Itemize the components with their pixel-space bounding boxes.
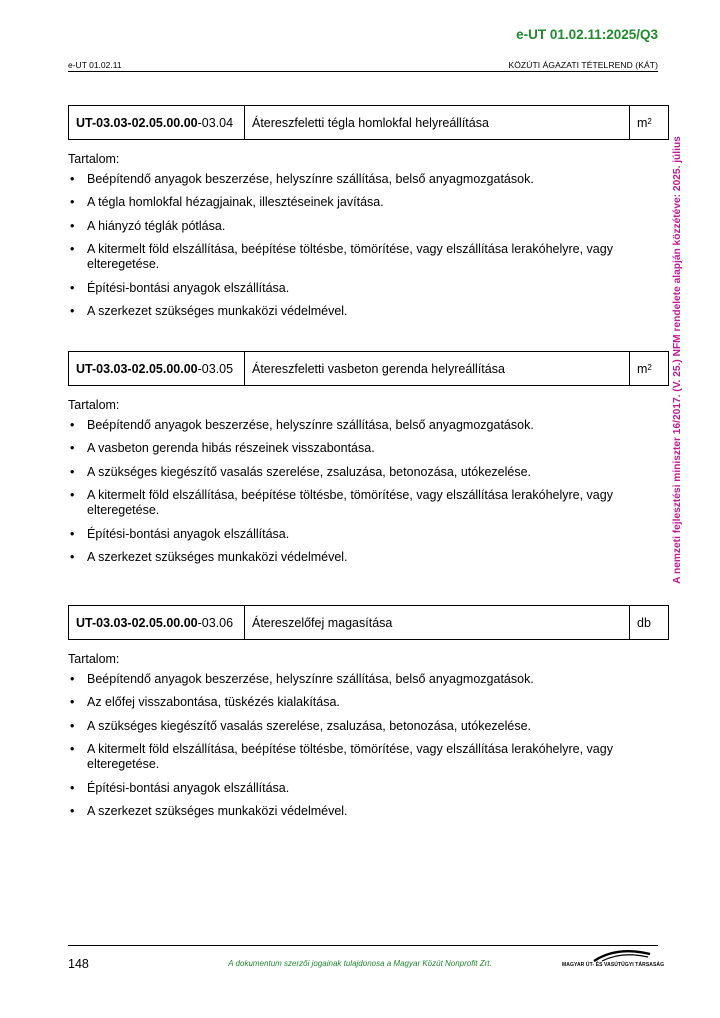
- copyright-notice: A dokumentum szerzői jogainak tulajdonosa a Magyar Közút Nonprofit Zrt.: [228, 959, 492, 968]
- list-item: • A kitermelt föld elszállítása, beépítése töltésbe, tömörítése, vagy elszállítása lerakóhelyre, vagy elteregetése.: [68, 488, 669, 518]
- item-code-suffix: -03.05: [197, 361, 234, 376]
- list-item: • A szükséges kiegészítő vasalás szerelése, zsaluzása, betonozása, utókezelése.: [68, 465, 669, 480]
- item-header-table: [68, 605, 669, 640]
- item-title-cell: Átereszfeletti tégla homlokfal helyreállítása: [245, 106, 630, 139]
- header-left-code: e-UT 01.02.11: [68, 60, 122, 70]
- unit-superscript: 2: [647, 117, 652, 126]
- item-code-cell: [69, 352, 245, 385]
- item-code-suffix: -03.06: [197, 615, 234, 630]
- item-header-table: [68, 351, 669, 386]
- road-arc-icon: [592, 948, 652, 962]
- list-item: • A hiányzó téglák pótlása.: [68, 219, 669, 234]
- list-item: • Építési-bontási anyagok elszállítása.: [68, 281, 669, 296]
- list-item: • A kitermelt föld elszállítása, beépítése töltésbe, tömörítése, vagy elszállítása lerakóhelyre, vagy elteregetése.: [68, 242, 669, 272]
- header-divider: [68, 71, 658, 72]
- item-code-bold: UT-03.03-02.05.00.00: [76, 115, 198, 130]
- logo-text: MAGYAR ÚT- ÉS VASÚTÜGYI TÁRSASÁG: [562, 962, 665, 968]
- list-item: • Építési-bontási anyagok elszállítása.: [68, 781, 669, 796]
- list-item: • Az előfej visszabontása, tüskézés kialakítása.: [68, 695, 669, 710]
- unit-superscript: 2: [647, 363, 652, 372]
- item-header-table: [68, 105, 669, 140]
- item-title-cell: Átereszelőfej magasítása: [245, 606, 630, 639]
- list-item: • A szerkezet szükséges munkaközi védelmével.: [68, 550, 669, 565]
- list-item: • Beépítendő anyagok beszerzése, helyszínre szállítása, belső anyagmozgatások.: [68, 418, 669, 433]
- content-bullet-list: [68, 418, 669, 565]
- footer-divider: [68, 945, 658, 946]
- header-right-title: KÖZÚTI ÁGAZATI TÉTELREND (KÁT): [508, 60, 658, 70]
- item-unit-cell: [630, 106, 668, 139]
- item-unit-cell: [630, 606, 668, 639]
- list-item: • A szükséges kiegészítő vasalás szerelése, zsaluzása, betonozása, utókezelése.: [68, 719, 669, 734]
- tartalom-label: Tartalom:: [68, 652, 120, 666]
- tartalom-label: Tartalom:: [68, 398, 120, 412]
- item-title-cell: Átereszfeletti vasbeton gerenda helyreállítása: [245, 352, 630, 385]
- tartalom-label: Tartalom:: [68, 152, 120, 166]
- content-bullet-list: [68, 672, 669, 819]
- list-item: • A szerkezet szükséges munkaközi védelmével.: [68, 804, 669, 819]
- item-code-cell: [69, 106, 245, 139]
- content-bullet-list: [68, 172, 669, 319]
- page-number: 148: [68, 957, 89, 971]
- list-item: • A szerkezet szükséges munkaközi védelmével.: [68, 304, 669, 319]
- side-publication-note: A nemzeti fejlesztési miniszter 16/2017. (V. 25.) NFM rendelete alapján közzétéve: 2025. július: [672, 136, 683, 584]
- society-logo: [562, 948, 665, 968]
- item-unit-cell: [630, 352, 668, 385]
- item-section: [68, 605, 669, 827]
- list-item: • Építési-bontási anyagok elszállítása.: [68, 527, 669, 542]
- document-code: e-UT 01.02.11:2025/Q3: [516, 27, 658, 42]
- list-item: • A vasbeton gerenda hibás részeinek visszabontása.: [68, 441, 669, 456]
- unit-text: m: [637, 361, 648, 376]
- item-code-bold: UT-03.03-02.05.00.00: [76, 615, 198, 630]
- list-item: • A kitermelt föld elszállítása, beépítése töltésbe, tömörítése, vagy elszállítása lerakóhelyre, vagy elteregetése.: [68, 742, 669, 772]
- unit-text: db: [637, 615, 651, 630]
- unit-text: m: [637, 115, 648, 130]
- item-code-suffix: -03.04: [197, 115, 234, 130]
- list-item: • Beépítendő anyagok beszerzése, helyszínre szállítása, belső anyagmozgatások.: [68, 672, 669, 687]
- item-section: [68, 105, 669, 327]
- item-code-cell: [69, 606, 245, 639]
- item-code-bold: UT-03.03-02.05.00.00: [76, 361, 198, 376]
- list-item: • Beépítendő anyagok beszerzése, helyszínre szállítása, belső anyagmozgatások.: [68, 172, 669, 187]
- item-section: [68, 351, 669, 573]
- list-item: • A tégla homlokfal hézagjainak, illesztéseinek javítása.: [68, 195, 669, 210]
